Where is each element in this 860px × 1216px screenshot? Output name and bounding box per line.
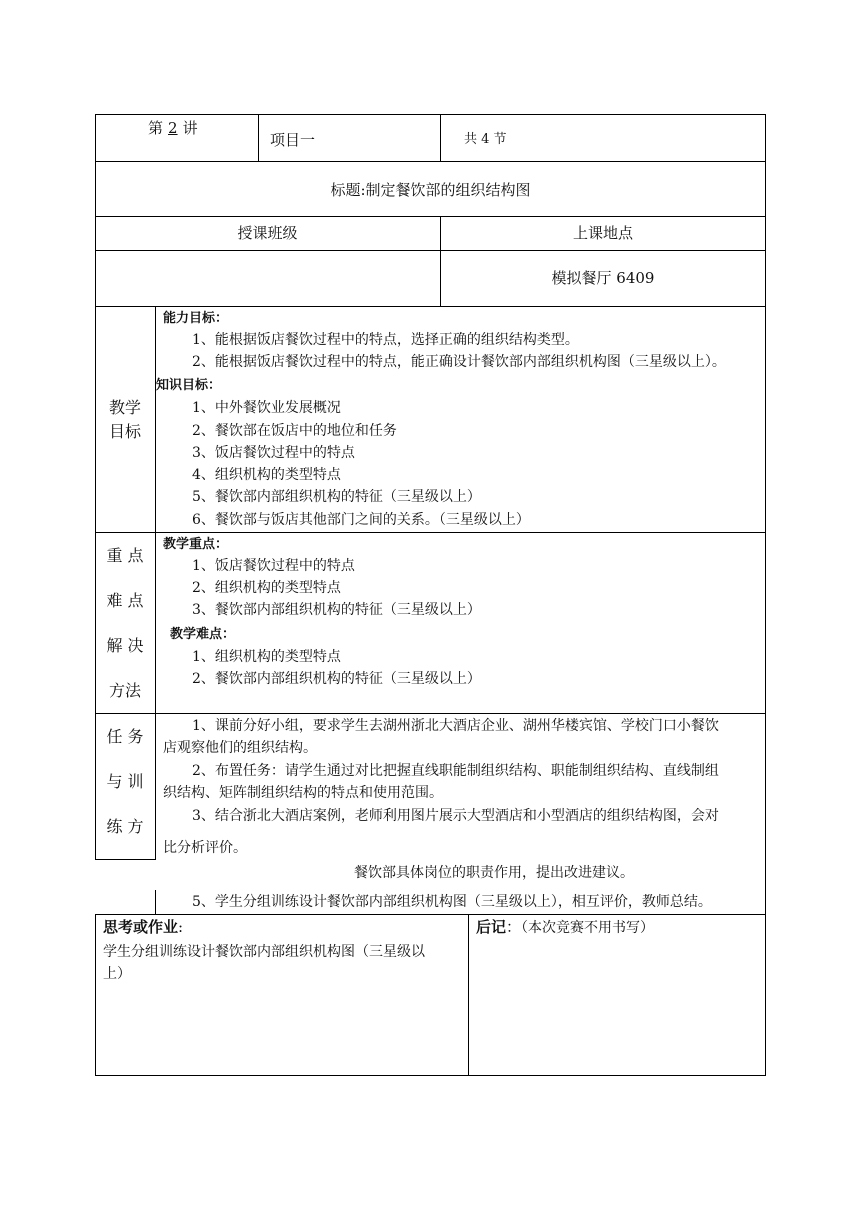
row-divider-tasks xyxy=(95,914,766,915)
keypoints-label: 方法 xyxy=(108,681,141,700)
tasks-label: 练 方 xyxy=(106,817,144,836)
label-col-divider-lower xyxy=(155,890,156,914)
knowledge-item: 5、餐饮部内部组织机构的特征（三星级以上） xyxy=(192,489,481,505)
knowledge-item: 4、组织机构的类型特点 xyxy=(192,467,341,483)
objectives-label-1: 教学 xyxy=(108,398,141,417)
knowledge-item: 3、饭店餐饮过程中的特点 xyxy=(192,445,355,461)
tasks-label: 任 务 xyxy=(106,727,144,746)
sections-count: 共 4 节 xyxy=(464,132,507,147)
focus-heading: 教学重点： xyxy=(163,537,229,552)
class-label: 授课班级 xyxy=(237,224,298,242)
location-value: 模拟餐厅 6409 xyxy=(551,269,655,287)
homework-line: 学生分组训练设计餐饮部内部组织机构图（三星级以 xyxy=(103,944,425,960)
lecture-prefix: 第 xyxy=(148,119,164,137)
homework-heading-colon: : xyxy=(178,918,184,936)
difficulty-heading: 教学难点： xyxy=(170,627,236,642)
postscript-heading-text: 后记 xyxy=(476,918,507,936)
objectives-label-2: 目标 xyxy=(108,422,141,441)
focus-item: 1、饭店餐饮过程中的特点 xyxy=(192,558,355,574)
task-line: 餐饮部具体岗位的职责作用，提出改进建议。 xyxy=(354,865,634,881)
lecture-number xyxy=(148,118,198,138)
ability-item: 1、能根据饭店餐饮过程中的特点，选择正确的组织结构类型。 xyxy=(192,332,579,348)
homework-heading xyxy=(103,917,183,937)
knowledge-item: 2、餐饮部在饭店中的地位和任务 xyxy=(192,423,397,439)
focus-item: 3、餐饮部内部组织机构的特征（三星级以上） xyxy=(192,602,481,618)
header-col-divider-2 xyxy=(440,114,441,161)
project-label: 项目一 xyxy=(270,131,316,149)
focus-item: 2、组织机构的类型特点 xyxy=(192,580,341,596)
homework-heading-text: 思考或作业 xyxy=(103,918,179,936)
task-line: 店观察他们的组织结构。 xyxy=(163,740,317,756)
homework-line: 上） xyxy=(103,966,131,982)
row-divider-objectives xyxy=(95,532,766,533)
lecture-num: 2 xyxy=(168,119,178,137)
postscript-note: （本次竞赛不用书写） xyxy=(521,920,655,936)
knowledge-item: 1、中外餐饮业发展概况 xyxy=(192,400,341,416)
row-divider-header xyxy=(95,161,766,162)
knowledge-item: 6、餐饮部与饭店其他部门之间的关系。（三星级以上） xyxy=(192,512,530,528)
task-line: 2、布置任务：请学生通过对比把握直线职能制组织结构、职能制组织结构、直线制组 xyxy=(192,763,719,779)
table-border-left-bottom xyxy=(95,914,96,1076)
tasks-label: 与 训 xyxy=(106,772,144,791)
postscript-heading xyxy=(476,917,654,938)
postscript-heading-colon: ： xyxy=(506,918,522,936)
keypoints-label: 难 点 xyxy=(106,591,144,610)
lecture-suffix: 讲 xyxy=(182,119,198,137)
homework-col-divider xyxy=(468,914,469,1075)
row-divider-labels xyxy=(95,250,766,251)
header-col-divider-1 xyxy=(258,114,259,161)
table-border-bottom xyxy=(95,1075,766,1076)
difficulty-item: 1、组织机构的类型特点 xyxy=(192,649,341,665)
row-divider-values xyxy=(95,306,766,307)
difficulty-item: 2、餐饮部内部组织机构的特征（三星级以上） xyxy=(192,671,481,687)
task-line: 5、学生分组训练设计餐饮部内部组织机构图（三星级以上），相互评价，教师总结。 xyxy=(192,894,712,910)
keypoints-label: 重 点 xyxy=(106,546,144,565)
knowledge-heading: 知识目标： xyxy=(156,378,222,393)
ability-item: 2、能根据饭店餐饮过程中的特点，能正确设计餐饮部内部组织机构图（三星级以上）。 xyxy=(192,354,726,370)
location-label: 上课地点 xyxy=(572,224,633,242)
row-divider-keypoints xyxy=(95,713,766,714)
task-line: 1、课前分好小组，要求学生去湖州浙北大酒店企业、湖州华楼宾馆、学校门口小餐饮 xyxy=(192,718,719,734)
table-border-right xyxy=(765,114,766,1076)
page-title: 标题:制定餐饮部的组织结构图 xyxy=(330,181,531,199)
row-divider-title xyxy=(95,216,766,217)
task-line: 比分析评价。 xyxy=(163,840,247,856)
task-line: 织结构、矩阵制组织结构的特点和使用范围。 xyxy=(163,785,443,801)
row-divider-tasks-left xyxy=(95,859,155,860)
table-border-top xyxy=(95,114,766,115)
keypoints-label: 解 决 xyxy=(106,636,144,655)
ability-heading: 能力目标： xyxy=(163,311,229,326)
task-line: 3、结合浙北大酒店案例，老师利用图片展示大型酒店和小型酒店的组织结构图，会对 xyxy=(192,808,719,824)
